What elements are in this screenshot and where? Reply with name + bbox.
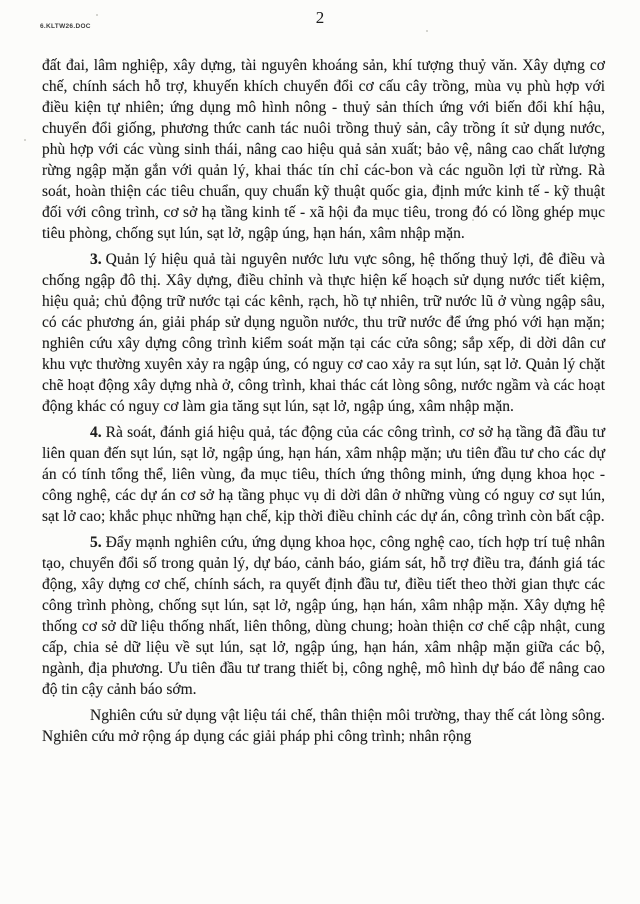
paragraph	[42, 705, 605, 747]
paragraph	[42, 422, 605, 527]
paragraph-number: 4.	[90, 424, 102, 441]
paragraph	[42, 249, 605, 417]
paragraph-text: Rà soát, đánh giá hiệu quả, tác động của các công trình, cơ sở hạ tầng đã đầu tư liên quan đến sụt lún, sạt lở, ngập úng, hạn hán, xâm nhập mặn; ưu tiên đầu tư cho các dự án có tính tổng thể, liên vùng, đa mục tiêu, thích ứng thông minh, ứng dụng khoa học - công nghệ, các dự án cơ sở hạ tầng phục vụ di dời dân ở những vùng có nguy cơ sụt lún, sạt lở cao; khắc phục những hạn chế, kịp thời điều chỉnh các dự án, công trình còn bất cập.	[42, 424, 605, 525]
document-body	[42, 55, 605, 752]
paragraph-text: Đẩy mạnh nghiên cứu, ứng dụng khoa học, công nghệ cao, tích hợp trí tuệ nhân tạo, chuyển đổi số trong quản lý, dự báo, cảnh báo, giám sát, hỗ trợ điều tra, đánh giá tác động, xây dựng cơ chế, chính sách, ra quyết định đầu tư, điều tiết theo thời gian thực các công trình phòng, chống sụt lún, sạt lở, ngập úng, hạn hán, xâm nhập mặn. Xây dựng hệ thống cơ sở dữ liệu thống nhất, liên thông, dùng chung; hoàn thiện cơ chế cập nhật, cung cấp, chia sẻ dữ liệu về sụt lún, sạt lở, ngập úng, hạn hán, xâm nhập mặn giữa các bộ, ngành, địa phương. Ưu tiên đầu tư trang thiết bị, công nghệ, mô hình dự báo để nâng cao độ tin cậy cảnh báo sớm.	[42, 534, 605, 698]
paragraph-number: 3.	[90, 251, 102, 268]
page-number: 2	[315, 8, 325, 27]
scan-speck	[426, 30, 428, 32]
paragraph-text: Nghiên cứu sử dụng vật liệu tái chế, thân thiện môi trường, thay thế cát lòng sông. Nghiên cứu mở rộng áp dụng các giải pháp phi công trình; nhân rộng	[42, 707, 605, 745]
paragraph-number: 5.	[90, 534, 102, 551]
scan-speck	[24, 139, 26, 141]
paragraph-text: Quản lý hiệu quả tài nguyên nước lưu vực sông, hệ thống thuỷ lợi, đê điều và chống ngập đô thị. Xây dựng, điều chỉnh và thực hiện kế hoạch sử dụng nước tiết kiệm, hiệu quả; chủ động trữ nước tại các kênh, rạch, hồ tự nhiên, trữ nước lũ ở vùng ngập sâu, có các phương án, giải pháp sử dụng nguồn nước, thu trữ nước để ứng phó với hạn mặn; nghiên cứu xây dựng công trình kiểm soát mặn tại các cửa sông; sắp xếp, di dời dân cư khu vực thường xuyên xảy ra ngập úng, có nguy cơ cao xảy ra sụt lún, sạt lở. Quản lý chặt chẽ hoạt động xây dựng nhà ở, công trình, khai thác cát lòng sông, nước ngầm và các hoạt động khác có nguy cơ làm gia tăng sụt lún, sạt lở, ngập úng, xâm nhập mặn.	[42, 251, 605, 415]
doc-filename: 6.KLTW26.DOC	[40, 23, 91, 30]
paragraph	[42, 55, 605, 244]
paragraph-text: đất đai, lâm nghiệp, xây dựng, tài nguyên khoáng sản, khí tượng thuỷ văn. Xây dựng cơ chế, chính sách hỗ trợ, khuyến khích chuyển đổi cơ cấu cây trồng, mùa vụ phù hợp với điều kiện tự nhiên; ứng dụng mô hình nông - thuỷ sản thích ứng với biến đổi khí hậu, chuyển đổi giống, phương thức canh tác nuôi trồng thuỷ sản, cây trồng ít sử dụng nước, phù hợp với các vùng sinh thái, nâng cao hiệu quả sản xuất; bảo vệ, nâng cao chất lượng rừng ngập mặn gắn với quản lý, khai thác tín chỉ các-bon và các nguồn lợi từ rừng. Rà soát, hoàn thiện các tiêu chuẩn, quy chuẩn kỹ thuật quốc gia, định mức kinh tế - kỹ thuật đối với công trình, cơ sở hạ tầng kinh tế - xã hội đa mục tiêu, trong đó có lồng ghép mục tiêu phòng, chống sụt lún, sạt lở, ngập úng, hạn hán, xâm nhập mặn.	[42, 57, 605, 242]
scan-speck	[96, 14, 98, 16]
paragraph	[42, 532, 605, 700]
